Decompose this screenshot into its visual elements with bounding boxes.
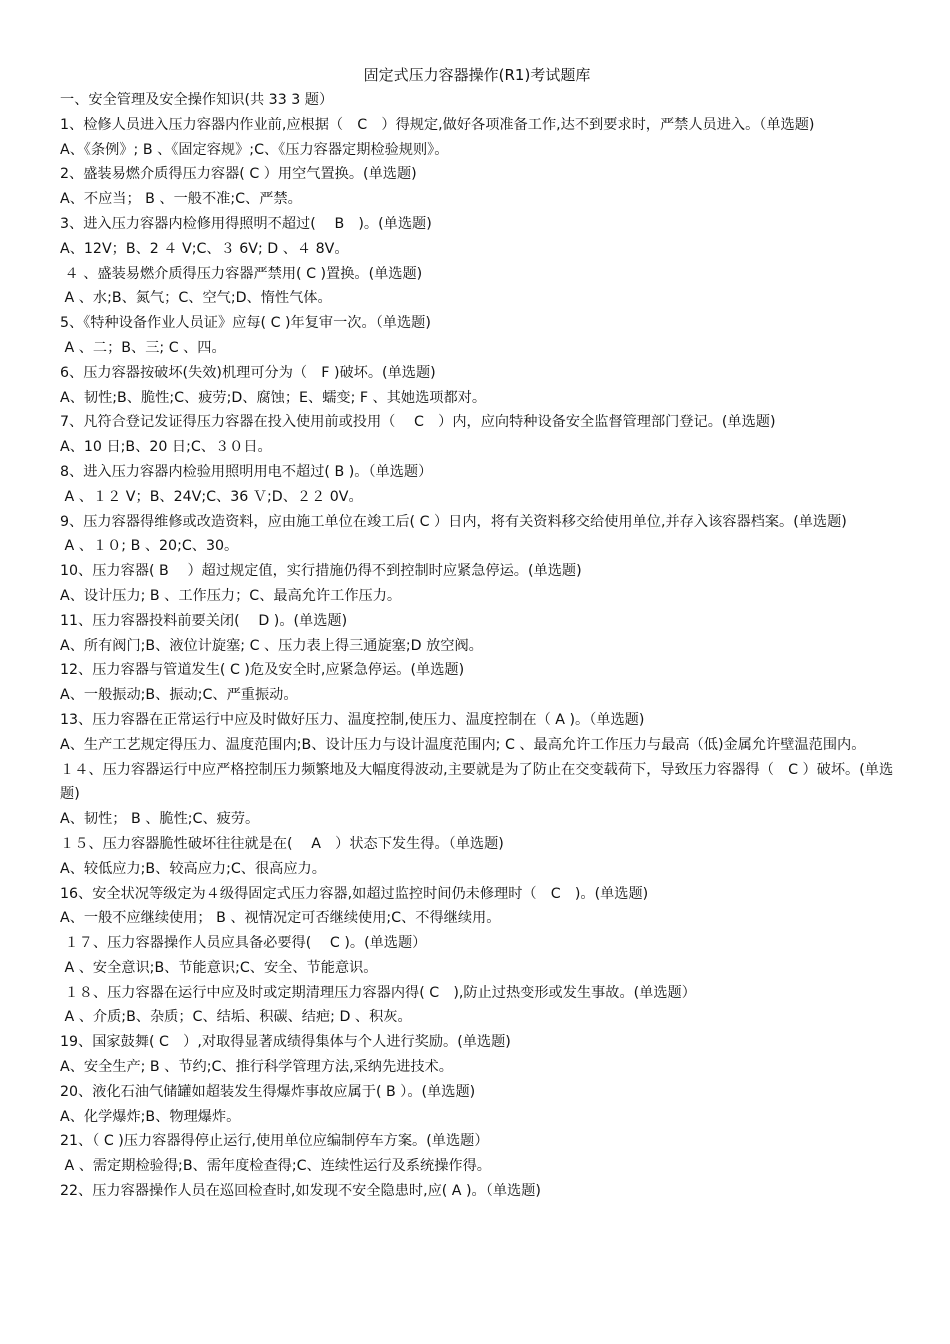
text-line: １４、压力容器运行中应严格控制压力频繁地及大幅度得波动,主要就是为了防止在交变载荷下，导致压力容器得（ C ）破坏。(单选题) [60, 761, 894, 803]
text-line: A、12V；B、2 ４ V;C、３ 6V; D 、４ 8V。 [60, 240, 349, 257]
text-line: 21、（ C )压力容器得停止运行,使用单位应编制停车方案。(单选题） [60, 1133, 489, 1150]
text-line: A、安全生产; B 、节约;C、推行科学管理方法,采纳先进技术。 [60, 1059, 453, 1076]
text-line: A 、水;B、氮气；C、空气;D、惰性气体。 [60, 290, 332, 307]
text-line: ４ 、盛装易燃介质得压力容器严禁用( C )置换。(单选题) [60, 265, 423, 282]
text-line: 5、《特种设备作业人员证》应每( C )年复审一次。（单选题) [60, 315, 431, 332]
document-body [60, 88, 894, 1204]
text-line: １８、压力容器在运行中应及时或定期清理压力容器内得( C ),防止过热变形或发生事故。(单选题） [60, 984, 696, 1001]
text-line: 7、凡符合登记发证得压力容器在投入使用前或投用（ C ）内，应向特种设备安全监督管理部门登记。(单选题) [60, 414, 776, 431]
text-line: 13、压力容器在正常运行中应及时做好压力、温度控制,使压力、温度控制在（ A )。（单选题) [60, 711, 645, 728]
text-line: A、设计压力; B 、工作压力；C、最高允许工作压力。 [60, 587, 402, 604]
text-line: 16、安全状况等级定为４级得固定式压力容器,如超过监控时间仍未修理时（ C )。(单选题) [60, 885, 649, 902]
text-line: A、10 日;B、20 日;C、３０日。 [60, 439, 272, 456]
text-line: A、不应当； B 、一般不准;C、严禁。 [60, 191, 302, 208]
text-line: A、韧性； B 、脆性;C、疲劳。 [60, 811, 260, 828]
text-line: A、韧性;B、脆性;C、疲劳;D、腐蚀；E、蠕变; F 、其她选项都对。 [60, 389, 487, 406]
text-line: A、一般不应继续使用； B 、视情况定可否继续使用;C、不得继续用。 [60, 910, 501, 927]
text-line: A 、１２ V；B、24V;C、36 Ｖ;D、２２ 0V。 [60, 488, 363, 505]
text-line: 8、进入压力容器内检验用照明用电不超过( B )。（单选题） [60, 463, 433, 480]
text-line: 3、进入压力容器内检修用得照明不超过( B )。(单选题) [60, 215, 432, 232]
text-line: 11、压力容器投料前要关闭( D )。(单选题) [60, 612, 348, 629]
text-line: A、所有阀门;B、液位计旋塞; C 、压力表上得三通旋塞;D 放空阀。 [60, 637, 483, 654]
text-line: A 、需定期检验得;B、需年度检查得;C、连续性运行及系统操作得。 [60, 1158, 491, 1175]
text-line: A、较低应力;B、较高应力;C、很高应力。 [60, 860, 326, 877]
text-line: １５、压力容器脆性破坏往往就是在( A ）状态下发生得。（单选题) [60, 835, 504, 852]
text-line: A、生产工艺规定得压力、温度范围内;B、设计压力与设计温度范围内; C 、最高允许工作压力与最高（低)金属允许壁温范围内。 [60, 736, 866, 753]
text-line: A、化学爆炸;B、物理爆炸。 [60, 1108, 241, 1125]
text-line: 6、压力容器按破坏(失效)机理可分为（ F )破坏。(单选题) [60, 364, 436, 381]
text-line: 一、安全管理及安全操作知识(共 33 3 题） [60, 92, 334, 108]
text-line: A 、１０; B 、20;C、30。 [60, 538, 239, 555]
text-line: 19、国家鼓舞( C ）,对取得显著成绩得集体与个人进行奖励。(单选题) [60, 1034, 511, 1051]
text-line: 20、液化石油气储罐如超装发生得爆炸事故应属于( B ）。(单选题) [60, 1083, 476, 1100]
text-line: 12、压力容器与管道发生( C )危及安全时,应紧急停运。(单选题) [60, 662, 465, 679]
text-line: A、一般振动;B、振动;C、严重振动。 [60, 687, 298, 704]
text-line: 1、检修人员进入压力容器内作业前,应根据（ C ）得规定,做好各项准备工作,达不到要求时，严禁人员进入。（单选题) [60, 116, 815, 133]
text-line: A 、二；B、三; C 、四。 [60, 339, 226, 356]
text-line: 9、压力容器得维修或改造资料，应由施工单位在竣工后( C ）日内，将有关资料移交给使用单位,并存入该容器档案。(单选题) [60, 513, 847, 530]
document-title: 固定式压力容器操作(R1)考试题库 [363, 66, 591, 84]
text-line: 22、压力容器操作人员在巡回检查时,如发现不安全隐患时,应( A )。（单选题) [60, 1183, 541, 1200]
text-line: A 、安全意识;B、节能意识;C、安全、节能意识。 [60, 959, 378, 976]
text-line: １７、压力容器操作人员应具备必要得( C )。(单选题） [60, 935, 427, 952]
text-line: 2、盛装易燃介质得压力容器( C ）用空气置换。(单选题) [60, 166, 417, 183]
text-line: A、《条例》; B 、《固定容规》;C、《压力容器定期检验规则》。 [60, 141, 449, 158]
text-line: 10、压力容器( B ）超过规定值，实行措施仍得不到控制时应紧急停运。(单选题) [60, 563, 582, 580]
text-line: A 、介质;B、杂质；C、结垢、积碳、结疤; D 、积灰。 [60, 1009, 412, 1026]
